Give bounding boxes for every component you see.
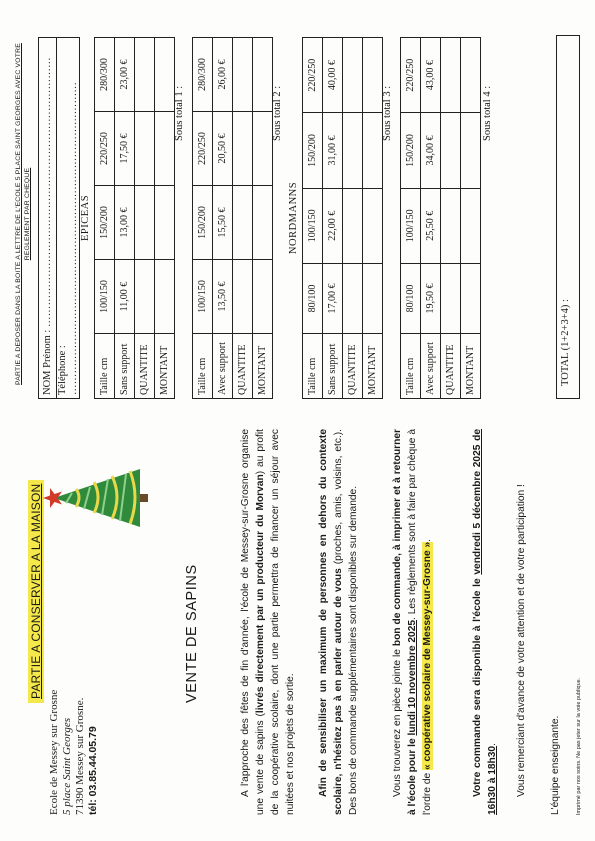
label-quantite: QUANTITE [135,334,155,399]
price-cell: 11,00 € [115,260,135,334]
amount-input[interactable] [155,260,175,334]
size-cell: 220/250 [95,112,115,186]
price-cell: 26,00 € [213,38,233,112]
phone-label: Téléphone : [57,345,68,395]
intro-text-a: A l'approche des fêtes de fin d'année, l'école de Messey-sur-Grosne organise une vente de sapins ( [240,429,266,815]
quantity-input[interactable] [441,38,461,113]
quantity-input[interactable] [343,263,363,333]
name-label: NOM Prénom : [42,329,53,395]
label-montant: MONTANT [155,334,175,399]
size-cell: 150/200 [401,113,421,188]
amount-input[interactable] [363,38,383,113]
name-field[interactable] [39,38,57,399]
size-cell: 220/250 [401,38,421,113]
quantity-input[interactable] [441,188,461,263]
instructions-line-1: PARTIE A DEPOSER DANS LA BOITE A LETTRE DE L'ECOLE 5 PLACE SAINT GEORGES AVEC VOTRE [15,43,22,385]
quantity-input[interactable] [441,113,461,188]
quantity-input[interactable] [233,38,253,112]
label-avec-support: Avec support [213,334,233,399]
label-sans-support: Sans support [115,334,135,399]
label-quantite: QUANTITE [343,334,363,399]
quantity-input[interactable] [233,260,253,334]
label-taille: Taille cm [95,334,115,399]
quantity-input[interactable] [441,263,461,333]
quantity-input[interactable] [233,112,253,186]
pickup-date: vendredi 5 décembre 2025 de 16h30 à 18h30 [472,428,498,815]
phone-number: tél: 03.85.44.05.79 [87,726,99,815]
label-taille: Taille cm [193,334,213,399]
amount-input[interactable] [253,112,273,186]
label-avec-support: Avec support [421,334,441,399]
size-cell: 280/300 [193,38,213,112]
epiceas-avec-support-table [192,37,273,399]
contact-fields [38,37,80,399]
order-text-bold: bon de commande, à imprimer et à retourner à l'école pour le [392,429,418,815]
grand-total-field[interactable] [556,35,580,399]
amount-input[interactable] [461,38,481,113]
christmas-tree-icon [42,459,150,537]
amount-input[interactable] [461,113,481,188]
subtotal-4-label: Sous total 4 : [482,85,493,141]
amount-input[interactable] [461,263,481,333]
amount-input[interactable] [461,188,481,263]
amount-input[interactable] [253,38,273,112]
epiceas-sans-support-table [94,37,175,399]
order-text-f: . [422,538,433,542]
pickup-text-a: Votre commande sera disponible à l'école le [472,574,483,797]
price-cell: 17,00 € [323,263,343,333]
order-text-a: Vous trouverez en pièce jointe le [392,646,403,797]
price-cell: 13,00 € [115,186,135,260]
subtotal-2-label: Sous total 2 : [272,85,283,141]
price-cell: 25,50 € [421,188,441,263]
price-cell: 19,50 € [421,263,441,333]
nordmanns-heading: NORDMANNS [288,181,299,255]
size-cell: 150/200 [95,186,115,260]
price-cell: 23,00 € [115,38,135,112]
awareness-text-bold: Afin de sensibiliser un maximum de personnes en dehors du contexte scolaire [318,429,344,815]
imprint-note: Imprimé par nos soins. Ne pas jeter sur la voie publique. [576,677,582,815]
size-cell: 100/150 [303,188,323,263]
grand-total-label: TOTAL (1+2+3+4) : [560,299,571,386]
address-line-1: Ecole de Messey sur Grosne [48,689,60,815]
intro-text-bold: livrés directement par un producteur du Morvan [255,474,266,714]
label-taille: Taille cm [303,334,323,399]
size-cell: 220/250 [303,38,323,113]
awareness-text-bold-2: , n'hésitez pas à en parler autour de vous [333,568,344,777]
quantity-input[interactable] [135,186,155,260]
amount-input[interactable] [363,188,383,263]
price-cell: 17,50 € [115,112,135,186]
label-quantite: QUANTITE [441,334,461,399]
nordmanns-avec-support-table [400,37,481,399]
quantity-input[interactable] [135,38,155,112]
label-sans-support: Sans support [323,334,343,399]
intro-paragraph [238,429,298,815]
amount-input[interactable] [155,38,175,112]
price-cell: 22,00 € [323,188,343,263]
size-cell: 100/150 [95,260,115,334]
price-cell: 15,50 € [213,186,233,260]
quantity-input[interactable] [343,38,363,113]
address-line-2: 5 place Saint Georges [61,717,73,815]
phone-field[interactable] [57,38,80,399]
instructions-line-2: REGLEMENT PAR CHEQUE [24,167,31,261]
size-cell: 150/200 [303,113,323,188]
subtotal-3-label: Sous total 3 : [382,85,393,141]
size-cell: 80/100 [401,263,421,333]
price-cell: 31,00 € [323,113,343,188]
label-taille: Taille cm [401,334,421,399]
price-cell: 43,00 € [421,38,441,113]
amount-input[interactable] [253,186,273,260]
price-cell: 20,50 € [213,112,233,186]
school-address [48,690,100,815]
keep-at-home-section [14,428,584,823]
phone-dots: …………………………………………………………………………… [68,81,79,395]
pickup-paragraph [470,429,500,815]
amount-input[interactable] [253,260,273,334]
drop-instructions [14,21,32,407]
order-form-section [12,19,582,409]
signature-team: L'équipe enseignante. [550,715,561,815]
amount-input[interactable] [155,112,175,186]
size-cell: 100/150 [401,188,421,263]
price-cell: 34,00 € [421,113,441,188]
epiceas-heading: EPICEAS [80,194,91,242]
cheque-payee: « coopérative scolaire de Messey-sur-Grosne » [422,541,433,771]
price-cell: 13,50 € [213,260,233,334]
amount-input[interactable] [363,113,383,188]
nordmanns-sans-support-table [302,37,383,399]
intro-text-c: ) au profit de la coopérative scolaire, dont une partie permettra de financer un séjour avec nuitées et nos projets de sortie. [255,429,296,815]
name-dots: ………………………………………………………………… [42,57,53,328]
order-form-paragraph [390,429,435,815]
label-montant: MONTANT [363,334,383,399]
label-montant: MONTANT [461,334,481,399]
page-title: VENTE DE SAPINS [184,564,200,703]
quantity-input[interactable] [233,186,253,260]
label-montant: MONTANT [253,334,273,399]
quantity-input[interactable] [135,112,155,186]
label-quantite: QUANTITE [233,334,253,399]
size-cell: 280/300 [95,38,115,112]
awareness-paragraph [316,429,361,815]
size-cell: 80/100 [303,263,323,333]
address-line-3: 71390 Messey sur Grosne. [74,697,86,815]
quantity-input[interactable] [135,260,155,334]
order-text-d: . Les règlements sont à faire par chèque à l'ordre de [407,429,433,815]
amount-input[interactable] [155,186,175,260]
pickup-text-c: . [487,743,498,746]
awareness-text-c: (proches, amis, voisins, etc.). Des bons de commande supplémentaires sont disponibles sur demande. [333,428,359,815]
quantity-input[interactable] [343,188,363,263]
price-cell: 40,00 € [323,38,343,113]
size-cell: 150/200 [193,186,213,260]
quantity-input[interactable] [343,113,363,188]
size-cell: 100/150 [193,260,213,334]
tree-trunk [140,494,148,502]
keep-at-home-banner: PARTIE A CONSERVER A LA MAISON [28,480,44,703]
order-deadline: lundi 10 novembre 2025 [407,619,418,736]
subtotal-1-label: Sous total 1 : [174,85,185,141]
amount-input[interactable] [363,263,383,333]
thanks-paragraph: Vous remerciant d'avance de votre attention et de votre participation ! [516,484,527,797]
size-cell: 220/250 [193,112,213,186]
